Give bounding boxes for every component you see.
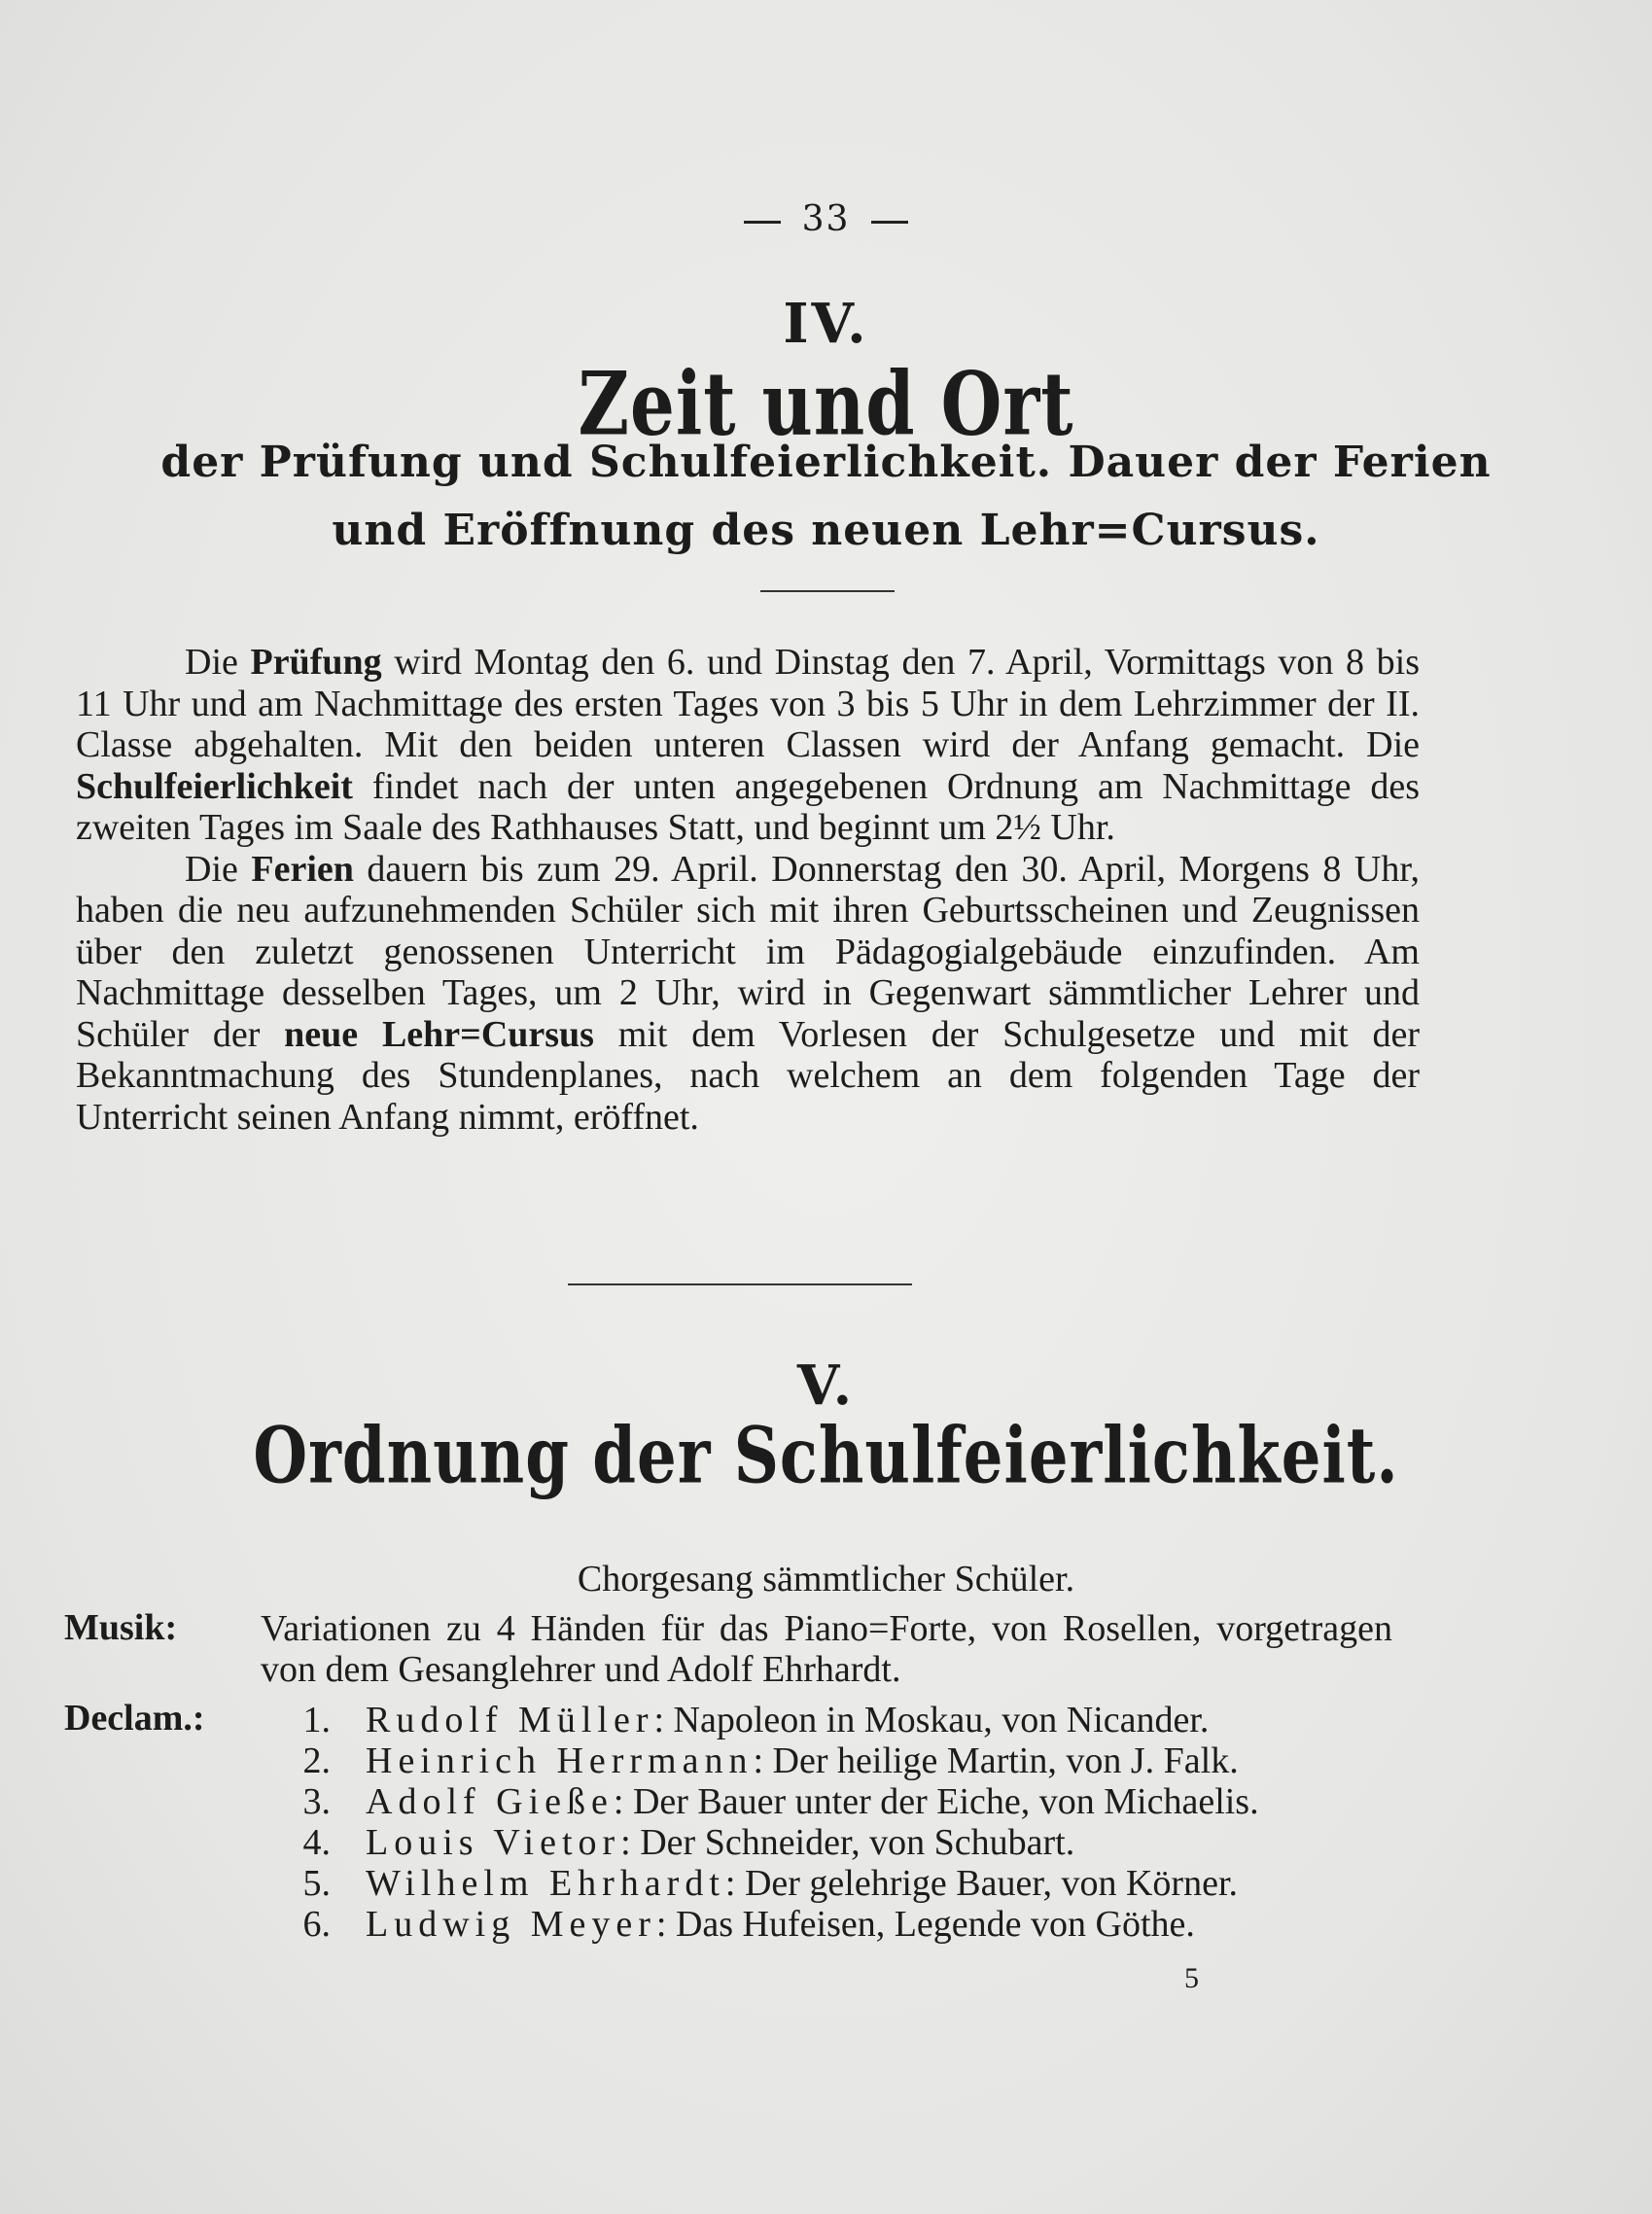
dash-right	[871, 221, 908, 224]
section-5-title: Ordnung der Schulfeierlichkeit.	[253, 1410, 1399, 1502]
dash-left	[744, 221, 781, 224]
program-musik-label: Musik:	[64, 1607, 178, 1648]
divider-rule	[760, 590, 895, 592]
paragraph-exam: Die Prüfung wird Montag den 6. und Dinstag den 7. April, Vormittags von 8 bis 11 Uhr und am Nachmittage des ersten Tages von 3 bis 5 Uhr in dem Lehrzimmer der II. Classe abgehalten. Mit den beiden unteren Classen wird der Anfang gemacht. Die Schulfeierlichkeit findet nach der unten angegebenen Ordnung am Nachmittage des zweiten Tages im Saale des Rathhauses Statt, und beginnt um 2½ Uhr.	[76, 642, 1420, 848]
declamation-item: 6. Ludwig Meyer: Das Hufeisen, Legende von Göthe.	[302, 1904, 1195, 1945]
declamation-item: 5. Wilhelm Ehrhardt: Der gelehrige Bauer, von Körner.	[302, 1863, 1239, 1904]
declamation-item: 1. Rudolf Müller: Napoleon in Moskau, von Nicander.	[302, 1700, 1210, 1740]
program-chorgesang: Chorgesang sämmtlicher Schüler.	[577, 1559, 1075, 1599]
program-musik-text: Variationen zu 4 Händen für das Piano=Forte, von Rosellen, vorgetragen von dem Gesanglehrer und Adolf Ehrhardt.	[261, 1608, 1392, 1690]
page-number: 33	[0, 199, 1652, 239]
program-declam-label: Declam.:	[64, 1698, 205, 1739]
section-4-numeral: IV.	[783, 292, 869, 356]
section-4-subtitle-line-1: der Prüfung und Schulfeierlichkeit. Dauer der Ferien	[160, 438, 1492, 487]
declamation-item: 3. Adolf Gieße: Der Bauer unter der Eiche, von Michaelis.	[302, 1781, 1259, 1822]
section-4-title: Zeit und Ort	[578, 351, 1074, 455]
paragraph-holidays: Die Ferien dauern bis zum 29. April. Donnerstag den 30. April, Morgens 8 Uhr, haben die neu aufzunehmenden Schüler sich mit ihren Geburtsscheinen und Zeugnissen über den zuletzt genossenen Unterricht im Pädagogialgebäude einzufinden. Am Nachmittage desselben Tages, um 2 Uhr, wird in Gegenwart sämmtlicher Lehrer und Schüler der neue Lehr=Cursus mit dem Vorlesen der Schulgesetze und mit der Bekanntmachung des Stundenplanes, nach welchem an dem folgenden Tage der Unterricht seinen Anfang nimmt, eröffnet.	[76, 848, 1420, 1138]
section-4-subtitle-line-2: und Eröffnung des neuen Lehr=Cursus.	[332, 506, 1320, 555]
divider-rule	[568, 1283, 912, 1285]
declamation-item: 4. Louis Vietor: Der Schneider, von Schubart.	[302, 1822, 1075, 1863]
section-5-numeral: V.	[796, 1353, 856, 1418]
body-text	[76, 642, 1420, 1138]
signature-mark: 5	[1184, 1962, 1199, 1994]
declamation-item: 2. Heinrich Herrmann: Der heilige Martin, von J. Falk.	[302, 1740, 1239, 1781]
